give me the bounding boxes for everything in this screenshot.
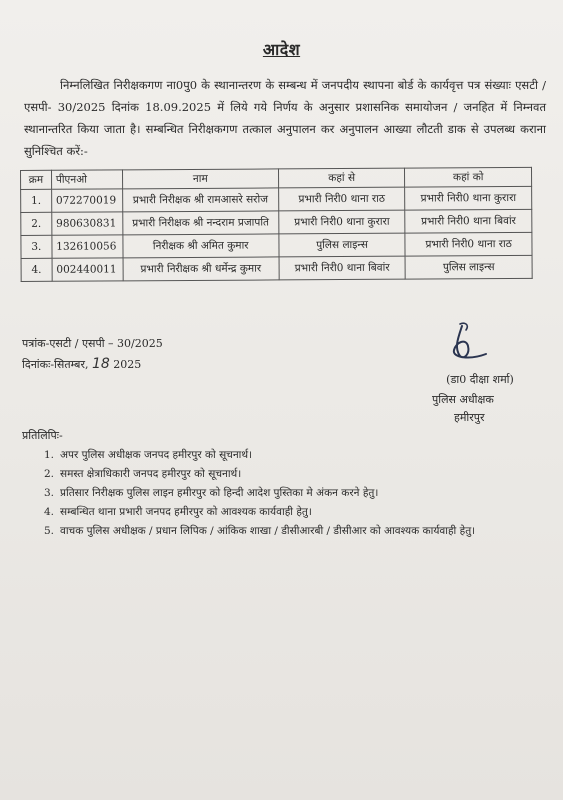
table-row (21, 232, 532, 258)
column-header-from: कहां से (278, 168, 405, 188)
cell-pno: 132610056 (52, 235, 123, 258)
cell-to: प्रभारी निरी0 थाना राठ (405, 232, 532, 256)
cell-pno: 002440011 (52, 258, 123, 281)
list-item-text: सम्बन्धित थाना प्रभारी जनपद हमीरपुर को आवश्यक कार्यवाही हेतु। (60, 506, 312, 518)
column-header-serial: क्रम (21, 170, 52, 189)
cell-to: प्रभारी निरी0 थाना कुरारा (405, 186, 532, 210)
list-item-text: प्रतिसार निरीक्षक पुलिस लाइन हमीरपुर को हिन्दी आदेश पुस्तिका मे अंकन करने हेतु। (60, 487, 379, 499)
list-item-number: 4. (44, 506, 55, 518)
signatory-designation: पुलिस अधीक्षक (432, 393, 494, 406)
cell-name: निरीक्षक श्री अमित कुमार (123, 234, 279, 258)
date-day-handwritten: 18 (91, 356, 110, 372)
cell-serial: 4. (21, 258, 52, 281)
cell-pno: 980630831 (52, 212, 123, 235)
column-header-to: कहां को (405, 167, 532, 187)
date-prefix: दिनांकः-सितम्बर, (22, 358, 89, 371)
cell-to: प्रभारी निरी0 थाना बिवांर (405, 209, 532, 233)
list-item-number: 5. (44, 525, 55, 537)
cell-to: पुलिस लाइन्स (405, 255, 532, 279)
list-item (44, 465, 544, 484)
cell-serial: 3. (21, 235, 52, 258)
table-row (21, 209, 532, 235)
list-item-text: वाचक पुलिस अधीक्षक / प्रधान लिपिक / आंकिक शाखा / डीसीआरबी / डीसीआर को आवश्यक कार्यवाही हेतु। (60, 525, 476, 537)
list-item (44, 503, 544, 522)
copy-list (44, 446, 544, 541)
transfer-table (20, 167, 533, 282)
intro-paragraph: निम्नलिखित निरीक्षकगण ना0पु0 के स्थानान्तरण के सम्बन्ध में जनपदीय स्थापना बोर्ड के कार्यवृत्त पत्र संख्याः एसटी / एसपी- 30/2025 दिनांक 18.09.2025 में लिये गये निर्णय के अनुसार प्रशासनिक समायोजन / जनहित में निम्नवत स्थानान्तरित किया जाता है। सम्बन्धित निरीक्षकगण तत्काल अनुपालन कर अनुपालन आख्या लौटती डाक से उपलब्ध कराना सुनिश्चित करें:- (24, 78, 546, 158)
cell-pno: 072270019 (51, 189, 122, 212)
signatory-name: (डा0 दीक्षा शर्मा) (446, 373, 514, 386)
list-item (44, 446, 544, 465)
copy-to-heading: प्रतिलिपिः- (22, 429, 63, 442)
cell-from: प्रभारी निरी0 थाना राठ (278, 187, 405, 211)
letter-date (22, 356, 141, 372)
cell-from: प्रभारी निरी0 थाना बिवांर (279, 256, 406, 280)
cell-name: प्रभारी निरीक्षक श्री धर्मेन्द्र कुमार (123, 257, 279, 281)
cell-serial: 2. (21, 212, 52, 235)
cell-name: प्रभारी निरीक्षक श्री रामआसरे सरोज (122, 188, 278, 212)
date-year: 2025 (113, 358, 142, 371)
list-item-text: समस्त क्षेत्राधिकारी जनपद हमीरपुर को सूचनार्थ। (60, 468, 242, 480)
list-item-number: 2. (44, 468, 55, 480)
cell-from: प्रभारी निरी0 थाना कुरारा (279, 210, 406, 234)
signature-mark (440, 318, 500, 368)
list-item (44, 522, 544, 541)
cell-name: प्रभारी निरीक्षक श्री नन्दराम प्रजापति (122, 211, 278, 235)
cell-from: पुलिस लाइन्स (279, 233, 406, 257)
list-item-text: अपर पुलिस अधीक्षक जनपद हमीरपुर को सूचनार्थ। (60, 449, 253, 461)
cell-serial: 1. (21, 189, 52, 212)
list-item (44, 484, 544, 503)
column-header-name: नाम (122, 169, 278, 189)
table-row (21, 255, 532, 281)
table-row (21, 186, 532, 212)
letter-number: पत्रांक-एसटी / एसपी – 30/2025 (22, 337, 163, 350)
signatory-district: हमीरपुर (454, 411, 485, 424)
document-title: आदेश (262, 40, 301, 59)
list-item-number: 1. (44, 449, 55, 461)
list-item-number: 3. (44, 487, 55, 499)
column-header-pno: पीएनओ (51, 170, 122, 189)
